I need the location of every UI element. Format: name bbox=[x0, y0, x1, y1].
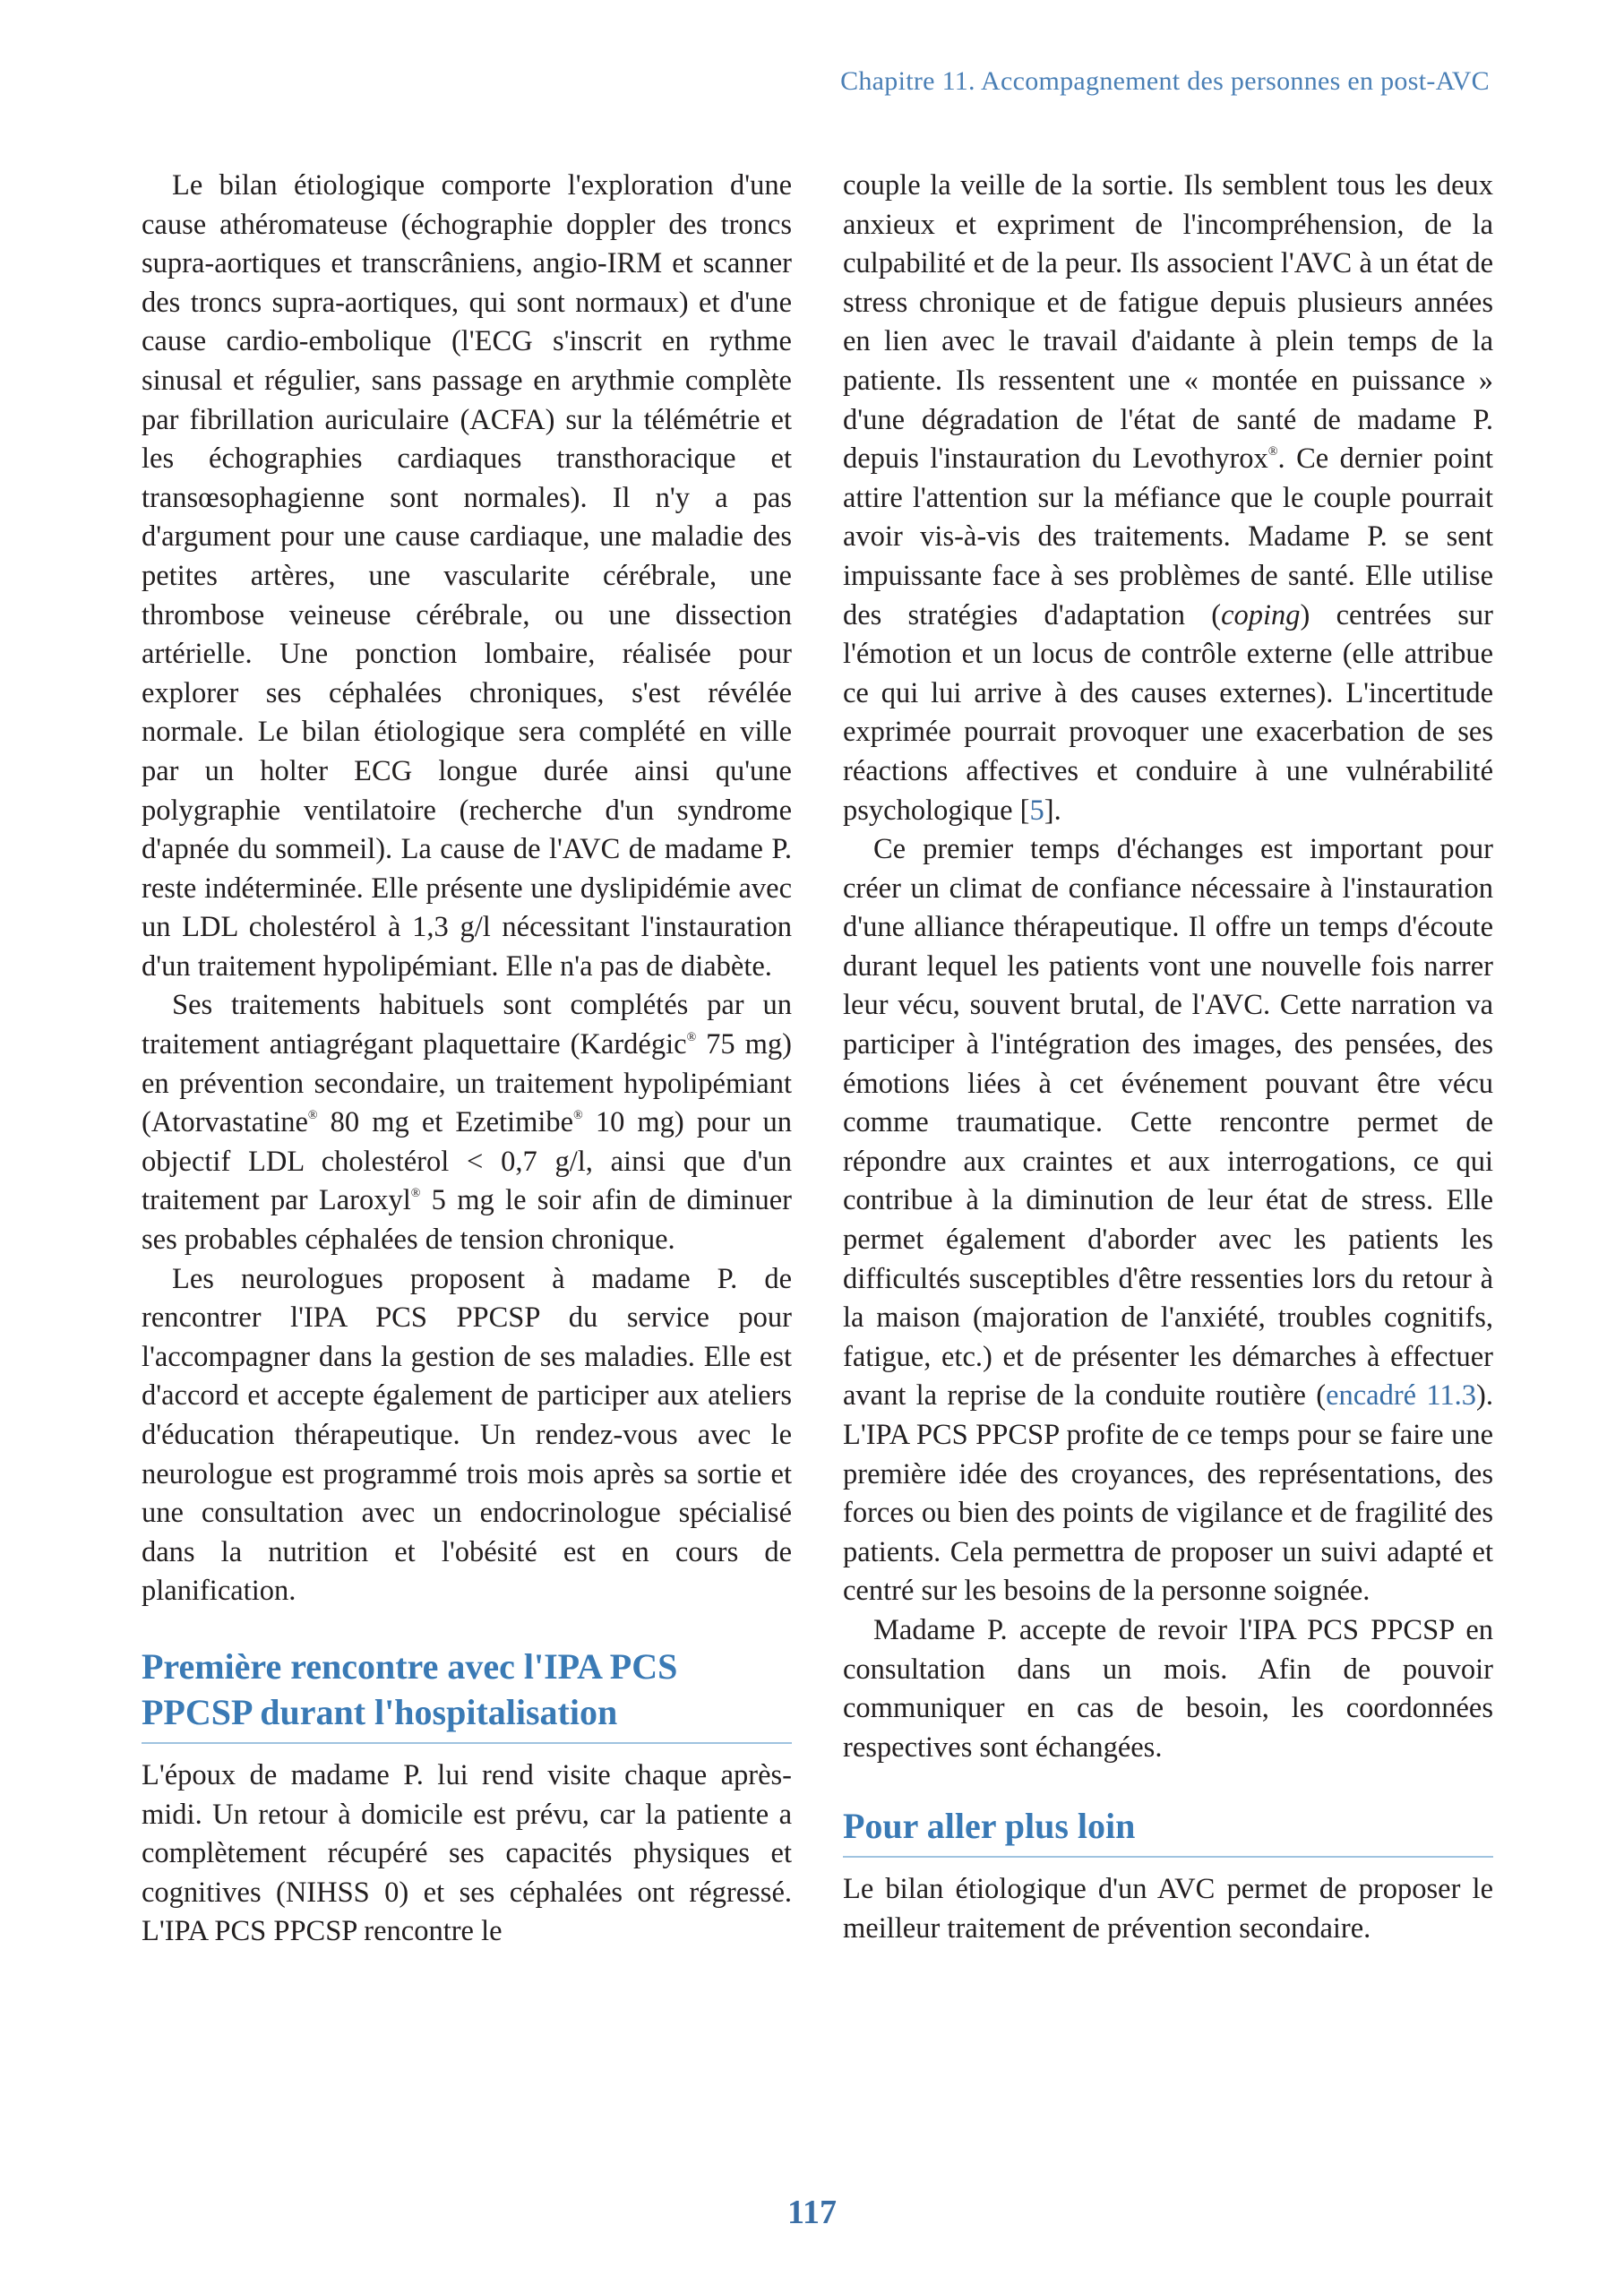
coping-term: coping bbox=[1221, 598, 1301, 631]
running-head: Chapitre 11. Accompagnement des personnes en post-AVC bbox=[840, 66, 1490, 96]
paragraph-further: Le bilan étiologique d'un AVC permet de proposer le meilleur traitement de prévention secondaire. bbox=[843, 1873, 1493, 1945]
right-column bbox=[843, 167, 1493, 1949]
registered-mark: ® bbox=[573, 1109, 583, 1123]
paragraph-follow-up: Madame P. accepte de revoir l'IPA PCS PPCSP en consultation dans un mois. Afin de pouvoir communiquer en cas de besoin, les coordonnées respectives sont échangées. bbox=[843, 1613, 1493, 1764]
left-column bbox=[142, 167, 792, 1952]
paragraph-spouse-visit: L'époux de madame P. lui rend visite chaque après-midi. Un retour à domicile est prévu, car la patiente a complètement récupéré ses capacités physiques et cognitives (NIHSS 0) et ses céphalées ont régressé. L'IPA PCS PPCSP rencontre le bbox=[142, 1758, 792, 1948]
paragraph-etiology: Le bilan étiologique comporte l'exploration d'une cause athéromateuse (échographie doppler des troncs supra-aortiques et transcrâniens, angio-IRM et scanner des troncs supra-aortiques, qui sont normaux) et d'une cause cardio-embolique (l'ECG s'inscrit en rythme sinusal et régulier, sans passage en arythmie complète par fibrillation auriculaire (ACFA) sur la télémétrie et les échographies cardiaques transthoracique et transœsophagienne sont normales). Il n'y a pas d'argument pour une cause cardiaque, une maladie des petites artères, une vascularite cérébrale, une thrombose veineuse cérébrale, ou une dissection artérielle. Une ponction lombaire, réalisée pour explorer ses céphalées chroniques, s'est révélée normale. Le bilan étiologique sera complété en ville par un holter ECG longue durée ainsi qu'une polygraphie ventilatoire (recherche d'un syndrome d'apnée du sommeil). La cause de l'AVC de madame P. reste indéterminée. Elle présente une dyslipidémie avec un LDL cholestérol à 1,3 g/l nécessitant l'instauration d'un traitement hypolipémiant. Elle n'a pas de diabète. bbox=[142, 169, 792, 983]
paragraph-couple: couple la veille de la sortie. Ils semblent tous les deux anxieux et expriment de l'incompréhension, de la culpabilité et de la peur. Ils associent l'AVC à un état de stress chronique et de fatigue depuis plusieurs années en lien avec le travail d'aidante à plein temps de la patiente. Ils ressentent une « montée en puissance » d'une dégradation de l'état de santé de madame P. depuis l'instauration du Levothyrox®. Ce dernier point attire l'attention sur la méfiance que le couple pourrait avoir vis-à-vis des traitements. Madame P. se sent impuissante face à ses problèmes de santé. Elle utilise des stratégies d'adaptation (coping) centrées sur l'émotion et un locus de contrôle externe (elle attribue ce qui lui arrive à des causes externes). L'incertitude exprimée pourrait provoquer une exacerbation de ses réactions affectives et conduire à une vulnérabilité psychologique [5]. bbox=[843, 169, 1494, 827]
registered-mark: ® bbox=[1267, 445, 1278, 459]
section-heading-premiere-rencontre: Première rencontre avec l'IPA PCS PPCSP durant l'hospitalisation bbox=[142, 1644, 792, 1744]
paragraph-treatments: Ses traitements habituels sont complétés par un traitement antiagrégant plaquettaire (Kardégic® 75 mg) en prévention secondaire, un traitement hypolipémiant (Atorvastatine® 80 mg et Ezetimibe® 10 mg) pour un objectif LDL cholestérol < 0,7 g/l, ainsi que d'un traitement par Laroxyl® 5 mg le soir afin de diminuer ses probables céphalées de tension chronique. bbox=[142, 989, 793, 1257]
box-reference-link[interactable]: encadré 11.3 bbox=[1326, 1379, 1477, 1413]
paragraph-first-exchange: Ce premier temps d'échanges est important pour créer un climat de confiance nécessaire à l'instauration d'une alliance thérapeutique. Il offre un temps d'écoute durant lequel les patients vont une nouvelle fois narrer leur vécu, souvent brutal, de l'AVC. Cette narration va participer à l'intégration des images, des pensées, des émotions liées à cet événement pouvant être vécu comme traumatique. Cette rencontre permet de répondre aux craintes et aux interrogations, ce qui contribue à la diminution de leur état de stress. Elle permet également d'aborder avec les patients les difficultés susceptibles d'être ressenties lors du retour à la maison (majoration de l'anxiété, troubles cognitifs, fatigue, etc.) et de présenter les démarches à effectuer avant la reprise de la conduite routière (encadré 11.3). L'IPA PCS PPCSP profite de ce temps pour se faire une première idée des croyances, des représentations, des forces ou bien des points de vigilance et de fragilité des patients. Cela permettra de proposer un suivi adapté et centré sur les besoins de la personne soignée. bbox=[843, 833, 1493, 1608]
paragraph-neurologists: Les neurologues proposent à madame P. de rencontrer l'IPA PCS PPCSP du service pour l'accompagner dans la gestion de ses maladies. Elle est d'accord et accepte également de participer aux ateliers d'éducation thérapeutique. Un rendez-vous avec le neurologue est programmé trois mois après sa sortie et une consultation avec un endocrinologue spécialisé dans la nutrition et l'obésité est en cours de planification. bbox=[142, 1262, 792, 1608]
section-heading-pour-aller-plus-loin: Pour aller plus loin bbox=[843, 1803, 1493, 1858]
registered-mark: ® bbox=[410, 1187, 421, 1201]
registered-mark: ® bbox=[686, 1031, 697, 1045]
page-number: 117 bbox=[787, 2194, 837, 2231]
reference-link-5[interactable]: 5 bbox=[1029, 794, 1044, 827]
registered-mark: ® bbox=[307, 1109, 318, 1123]
